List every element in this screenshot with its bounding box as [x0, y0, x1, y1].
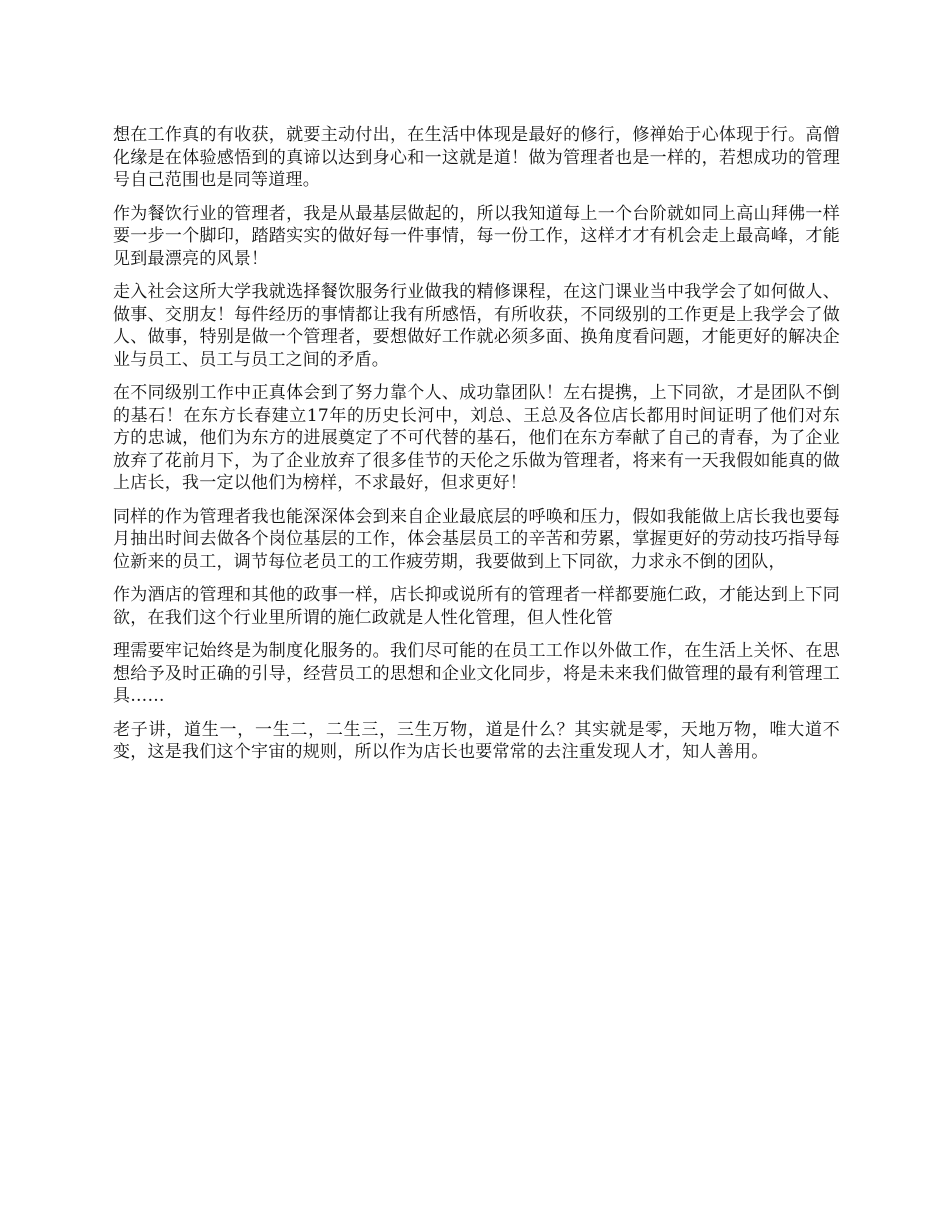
paragraph-8: 老子讲，道生一，一生二，二生三，三生万物，道是什么？其实就是零，天地万物，唯大道不变，这是我们这个宇宙的规则，所以作为店长也要常常的去注重发现人才，知人善用。	[113, 719, 840, 762]
paragraph-1: 想在工作真的有收获，就要主动付出，在生活中体现是最好的修行，修禅始于心体现于行。高僧化缘是在体验感悟到的真谛以达到身心和一这就是道！做为管理者也是一样的，若想成功的管理号自己范围也是同等道理。	[113, 125, 840, 190]
paragraph-2: 作为餐饮行业的管理者，我是从最基层做起的，所以我知道每上一个台阶就如同上高山拜佛一样要一步一个脚印，踏踏实实的做好每一件事情，每一份工作，这样才才有机会走上最高峰，才能见到最漂亮的风景！	[113, 203, 840, 269]
document-body	[113, 124, 840, 775]
paragraph-4: 在不同级别工作中正真体会到了努力靠个人、成功靠团队！左右提携，上下同欲，才是团队不倒的基石！在东方长春建立17年的历史长河中，刘总、王总及各位店长都用时间证明了他们对东方的忠诚，他们为东方的进展奠定了不可代替的基石，他们在东方奉献了自己的青春，为了企业放弃了花前月下，为了企业放弃了很多佳节的天伦之乐做为管理者，将来有一天我假如能真的做上店长，我一定以他们为榜样，不求最好，但求更好！	[113, 383, 840, 493]
paragraph-3: 走入社会这所大学我就选择餐饮服务行业做我的精修课程，在这门课业当中我学会了如何做人、做事、交朋友！每件经历的事情都让我有所感悟，有所收获，不同级别的工作更是上我学会了做人、做事，特别是做一个管理者，要想做好工作就必须多面、换角度看问题，才能更好的解决企业与员工、员工与员工之间的矛盾。	[113, 282, 840, 370]
paragraph-6: 作为酒店的管理和其他的政事一样，店长抑或说所有的管理者一样都要施仁政，才能达到上下同欲，在我们这个行业里所谓的施仁政就是人性化管理，但人性化管	[113, 585, 840, 628]
paragraph-7: 理需要牢记始终是为制度化服务的。我们尽可能的在员工工作以外做工作，在生活上关怀、在思想给予及时正确的引导，经营员工的思想和企业文化同步，将是未来我们做管理的最有利管理工具……	[113, 641, 840, 706]
paragraph-5: 同样的作为管理者我也能深深体会到来自企业最底层的呼唤和压力，假如我能做上店长我也要每月抽出时间去做各个岗位基层的工作，体会基层员工的辛苦和劳累，掌握更好的劳动技巧指导每位新来的员工，调节每位老员工的工作疲劳期，我要做到上下同欲，力求永不倒的团队，	[113, 506, 840, 572]
